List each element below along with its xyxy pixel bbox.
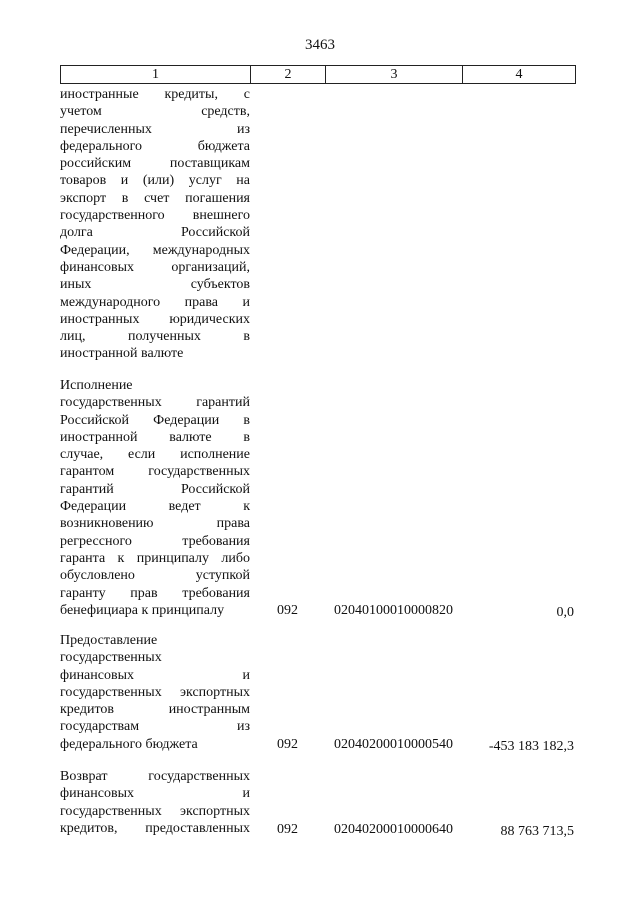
description-line: государствам из	[60, 719, 250, 735]
description-line: Федерации, международных	[60, 242, 250, 258]
description-line: государственных экспортных	[60, 684, 250, 700]
column-header-1: 1	[61, 66, 251, 83]
description-line: обусловлено уступкой	[60, 568, 250, 584]
description-line: кредитов иностранным	[60, 702, 250, 718]
owner-code: 092	[277, 603, 298, 618]
description-line: гаранта к принципалу либо	[60, 550, 250, 566]
description-line: финансовых организаций,	[60, 259, 250, 275]
amount: 0,0	[556, 605, 574, 620]
description-line: иностранных юридических	[60, 311, 250, 327]
description-line: бенефициара к принципалу	[60, 602, 225, 618]
description-line: случае, если исполнение	[60, 447, 250, 463]
page-number: 3463	[305, 37, 335, 53]
owner-code: 092	[277, 822, 298, 837]
description-line: государственных гарантий	[60, 395, 250, 411]
amount: 88 763 713,5	[500, 824, 574, 839]
description-line: финансовых и	[60, 786, 250, 802]
description-line: гарантом государственных	[60, 464, 250, 480]
description-line: государственных	[60, 650, 162, 666]
row-description	[60, 632, 250, 753]
description-line: лиц, полученных в	[60, 329, 250, 345]
description-line: учетом средств,	[60, 104, 250, 120]
description-line: товаров и (или) услуг на	[60, 173, 250, 189]
description-line: регрессного требования	[60, 533, 250, 549]
column-header-2: 2	[251, 66, 326, 83]
description-line: финансовых и	[60, 667, 250, 683]
row-description	[60, 768, 250, 837]
description-line: государственного внешнего	[60, 208, 250, 224]
description-line: федерального бюджета	[60, 138, 250, 154]
description-line: перечисленных из	[60, 121, 250, 137]
column-header-4: 4	[515, 67, 523, 82]
description-line: кредитов, предоставленных	[60, 820, 250, 836]
description-line: долга Российской	[60, 225, 250, 241]
description-line: экспорт в счет погашения	[60, 190, 250, 206]
description-line: Российской Федерации в	[60, 412, 250, 428]
column-header-3: 3	[326, 66, 463, 83]
classification-code: 02040100010000820	[334, 603, 453, 618]
description-line: иностранные кредиты, с	[60, 87, 250, 102]
description-line: иностранной валюте	[60, 346, 184, 362]
description-line: государственных экспортных	[60, 803, 250, 819]
description-line: Возврат государственных	[60, 769, 250, 784]
description-line: федерального бюджета	[60, 736, 198, 752]
description-line: гарантий Российской	[60, 481, 250, 497]
description-line: возникновению права	[60, 516, 250, 532]
description-line: российским поставщикам	[60, 156, 250, 172]
description-line: гаранту прав требования	[60, 585, 250, 601]
classification-code: 02040200010000640	[334, 822, 453, 837]
amount: -453 183 182,3	[488, 739, 574, 754]
description-line: Федерации ведет к	[60, 499, 250, 515]
description-line: Исполнение	[60, 378, 133, 393]
row-description	[60, 86, 250, 363]
row-description	[60, 377, 250, 619]
owner-code: 092	[277, 737, 298, 752]
description-line: Предоставление	[60, 633, 158, 648]
description-line: международного права и	[60, 294, 250, 310]
description-line: иных субъектов	[60, 277, 250, 293]
classification-code: 02040200010000540	[334, 737, 453, 752]
description-line: иностранной валюте в	[60, 429, 250, 445]
table-header	[60, 65, 576, 84]
